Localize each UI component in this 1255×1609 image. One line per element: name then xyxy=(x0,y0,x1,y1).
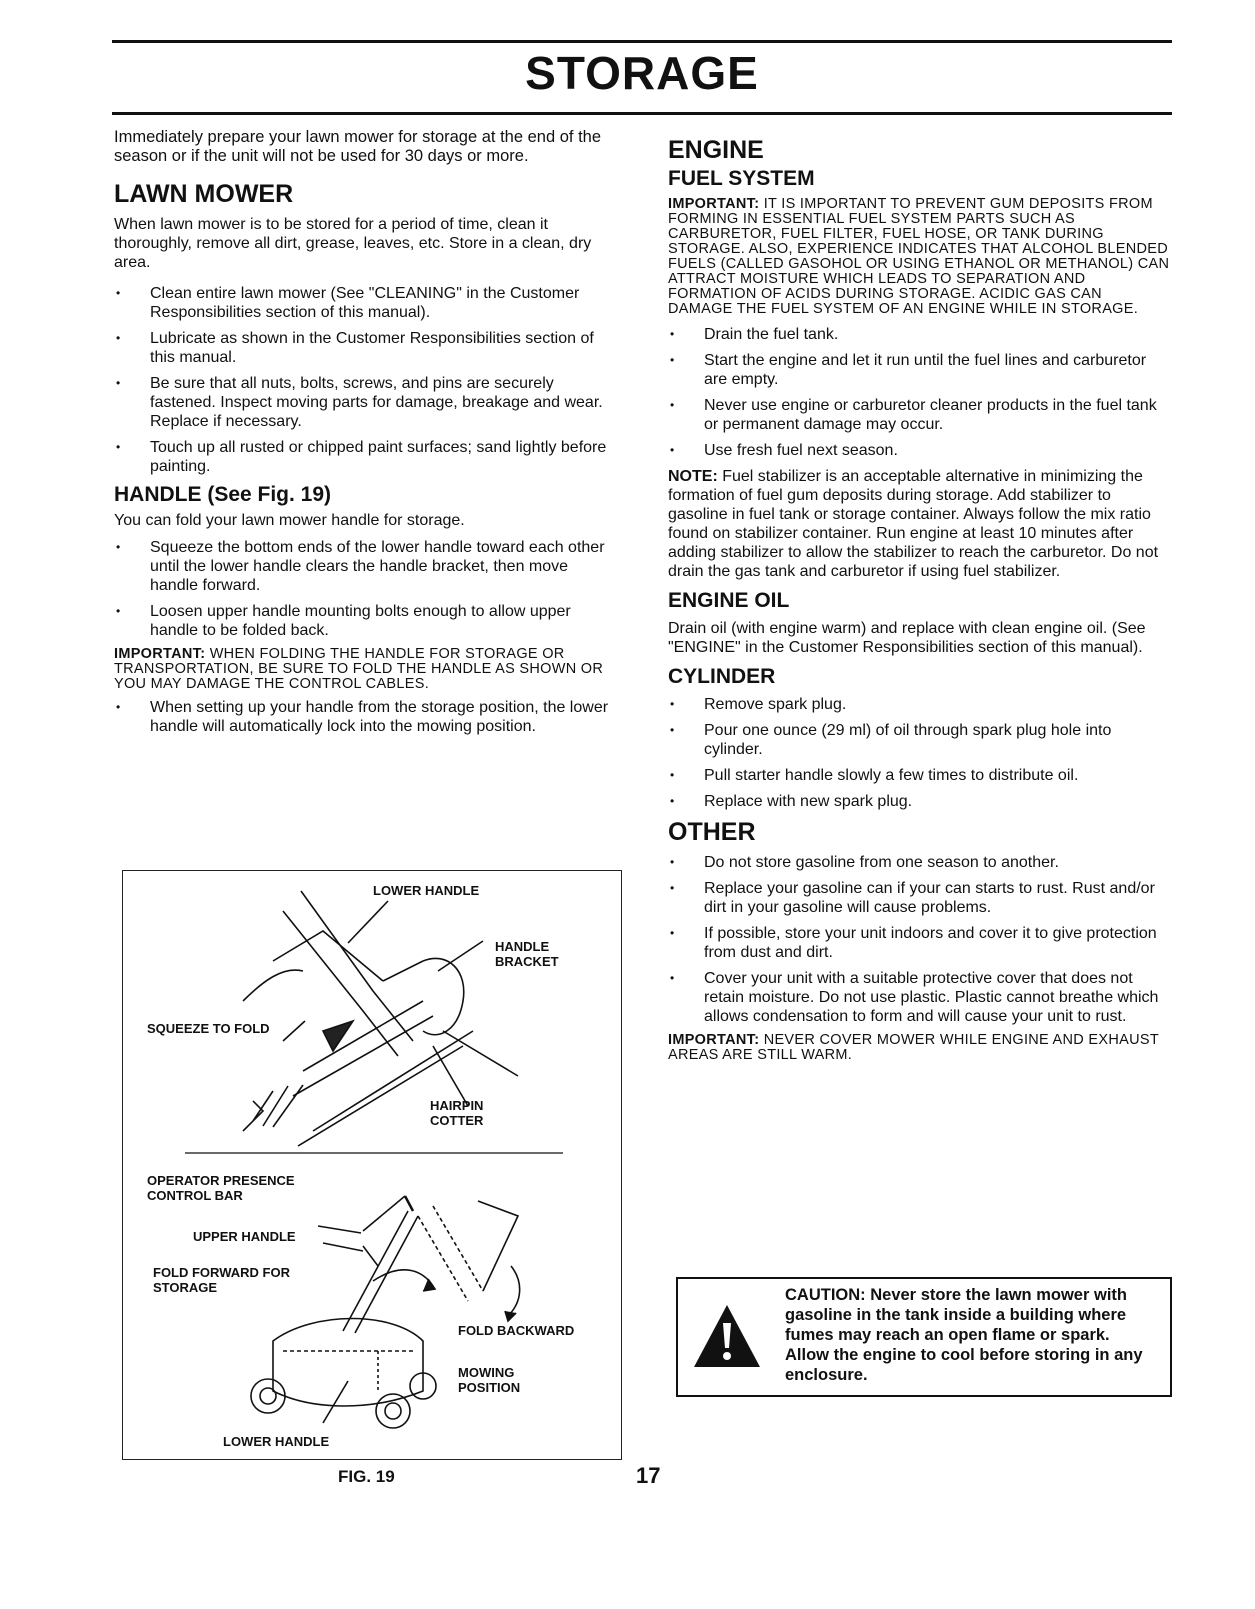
handle-intro: You can fold your lawn mower handle for storage. xyxy=(114,512,465,529)
handle-heading: HANDLE (See Fig. 19) xyxy=(114,483,332,506)
label-lower-handle-bottom: LOWER HANDLE xyxy=(223,1434,330,1449)
other-list xyxy=(668,853,1170,1026)
handle-list-after xyxy=(114,698,614,736)
list-item: • Loosen upper handle mounting bolts enough to allow upper handle to be folded back. xyxy=(114,602,614,640)
page-title: STORAGE xyxy=(525,47,759,99)
list-item: • Start the engine and let it run until the fuel lines and carburetor are empty. xyxy=(668,351,1170,389)
list-item: • If possible, store your unit indoors and cover it to give protection from dust and dirt. xyxy=(668,924,1170,962)
important-label: IMPORTANT: xyxy=(668,196,760,212)
engine-oil-heading: ENGINE OIL xyxy=(668,589,790,612)
lawn-mower-list xyxy=(114,284,614,476)
list-item: • Be sure that all nuts, bolts, screws, and pins are securely fastened. Inspect moving parts for damage, breakage and wear. Replace if necessary. xyxy=(114,374,614,431)
list-item: • Use fresh fuel next season. xyxy=(668,441,1170,460)
list-item: • Do not store gasoline from one season to another. xyxy=(668,853,1170,872)
lawn-mower-heading: LAWN MOWER xyxy=(114,180,294,208)
caution-text: CAUTION: Never store the lawn mower with gasoline in the tank inside a building where fumes may reach an open flame or spark. Allow the engine to cool before storing in any enclosure. xyxy=(785,1286,1143,1384)
list-item: • Touch up all rusted or chipped paint surfaces; sand lightly before painting. xyxy=(114,438,614,476)
page-number: 17 xyxy=(636,1463,661,1488)
cylinder-heading: CYLINDER xyxy=(668,665,776,688)
label-fold-forward: FOLD FORWARD FOR STORAGE xyxy=(153,1265,290,1295)
left-column xyxy=(114,128,614,743)
list-item: • Replace your gasoline can if your can starts to rust. Rust and/or dirt in your gasoline will cause problems. xyxy=(668,879,1170,917)
list-item: • Pour one ounce (29 ml) of oil through spark plug hole into cylinder. xyxy=(668,721,1170,759)
other-important xyxy=(668,1033,1170,1063)
list-item: • Squeeze the bottom ends of the lower handle toward each other until the lower handle clears the handle bracket, then move handle forward. xyxy=(114,538,614,595)
important-label: IMPORTANT: xyxy=(114,646,206,662)
fuel-important xyxy=(668,197,1170,317)
engine-oil-text: Drain oil (with engine warm) and replace with clean engine oil. (See "ENGINE" in the Customer Responsibilities section of this manual). xyxy=(668,620,1146,656)
list-item: • Clean entire lawn mower (See "CLEANING" in the Customer Responsibilities section of this manual). xyxy=(114,284,614,322)
label-mowing-position: MOWING POSITION xyxy=(458,1365,521,1395)
important-text: WHEN FOLDING THE HANDLE FOR STORAGE OR TRANSPORTATION, BE SURE TO FOLD THE HANDLE AS SHOWN OR YOU MAY DAMAGE THE CONTROL CABLES. xyxy=(114,646,604,692)
note-text: Fuel stabilizer is an acceptable alternative in minimizing the formation of fuel gum deposits during storage. Add stabilizer to gasoline in fuel tank or storage container. Always follow the mix ratio found on stabilizer container. Run engine at least 10 minutes after adding stabilizer to allow the stabilizer to reach the carburetor. Do not drain the gas tank and carburetor if using fuel stabilizer. xyxy=(668,468,1159,580)
engine-heading: ENGINE xyxy=(668,136,764,164)
important-text: NEVER COVER MOWER WHILE ENGINE AND EXHAUST AREAS ARE STILL WARM. xyxy=(668,1032,1159,1063)
figure-caption: FIG. 19 xyxy=(338,1467,395,1486)
label-lower-handle-top: LOWER HANDLE xyxy=(373,883,480,898)
label-squeeze-to-fold: SQUEEZE TO FOLD xyxy=(147,1021,270,1036)
fuel-list xyxy=(668,325,1170,460)
list-item: • Pull starter handle slowly a few times to distribute oil. xyxy=(668,766,1170,785)
fuel-note xyxy=(668,467,1170,581)
cylinder-list xyxy=(668,695,1170,811)
list-item: • Remove spark plug. xyxy=(668,695,1170,714)
handle-important xyxy=(114,647,614,692)
label-upper-handle: UPPER HANDLE xyxy=(193,1229,296,1244)
fuel-system-heading: FUEL SYSTEM xyxy=(668,167,815,190)
title-rule xyxy=(112,112,1172,115)
label-handle-bracket: HANDLE BRACKET xyxy=(495,939,559,969)
warning-triangle-icon xyxy=(692,1303,762,1369)
top-rule xyxy=(112,40,1172,43)
caution-box xyxy=(676,1277,1172,1397)
important-text: IT IS IMPORTANT TO PREVENT GUM DEPOSITS FROM FORMING IN ESSENTIAL FUEL SYSTEM PARTS SUCH AS CARBURETOR, FUEL FILTER, FUEL HOSE, OR TANK DURING STORAGE. ALSO, EXPERIENCE INDICATES THAT ALCOHOL BLENDED FUELS (CALLED GASOHOL OR USING ETHANOL OR METHANOL) CAN ATTRACT MOISTURE WHICH LEADS TO SEPARATION AND FORMATION OF ACIDS DURING STORAGE. ACIDIC GAS CAN DAMAGE THE FUEL SYSTEM OF AN ENGINE WHILE IN STORAGE. xyxy=(668,196,1170,317)
storage-intro: Immediately prepare your lawn mower for storage at the end of the season or if the unit will not be used for 30 days or more. xyxy=(114,128,601,165)
right-column xyxy=(668,128,1170,1069)
important-label: IMPORTANT: xyxy=(668,1032,760,1048)
note-label: NOTE: xyxy=(668,468,718,485)
list-item: • Lubricate as shown in the Customer Responsibilities section of this manual. xyxy=(114,329,614,367)
list-item: • Drain the fuel tank. xyxy=(668,325,1170,344)
label-operator-presence: OPERATOR PRESENCE CONTROL BAR xyxy=(147,1173,295,1203)
other-heading: OTHER xyxy=(668,818,756,846)
label-hairpin-cotter: HAIRPIN COTTER xyxy=(430,1098,484,1128)
list-item: • Never use engine or carburetor cleaner products in the fuel tank or permanent damage may occur. xyxy=(668,396,1170,434)
list-item: • Replace with new spark plug. xyxy=(668,792,1170,811)
figure-19 xyxy=(122,870,622,1460)
list-item: • Cover your unit with a suitable protective cover that does not retain moisture. Do not use plastic. Plastic cannot breathe which allows condensation to form and will cause your unit to rust. xyxy=(668,969,1170,1026)
label-fold-backward: FOLD BACKWARD xyxy=(458,1323,575,1338)
handle-list xyxy=(114,538,614,640)
lawn-mower-intro: When lawn mower is to be stored for a period of time, clean it thoroughly, remove all dirt, grease, leaves, etc. Store in a clean, dry area. xyxy=(114,216,592,271)
list-item: • When setting up your handle from the storage position, the lower handle will automatically lock into the mowing position. xyxy=(114,698,614,736)
